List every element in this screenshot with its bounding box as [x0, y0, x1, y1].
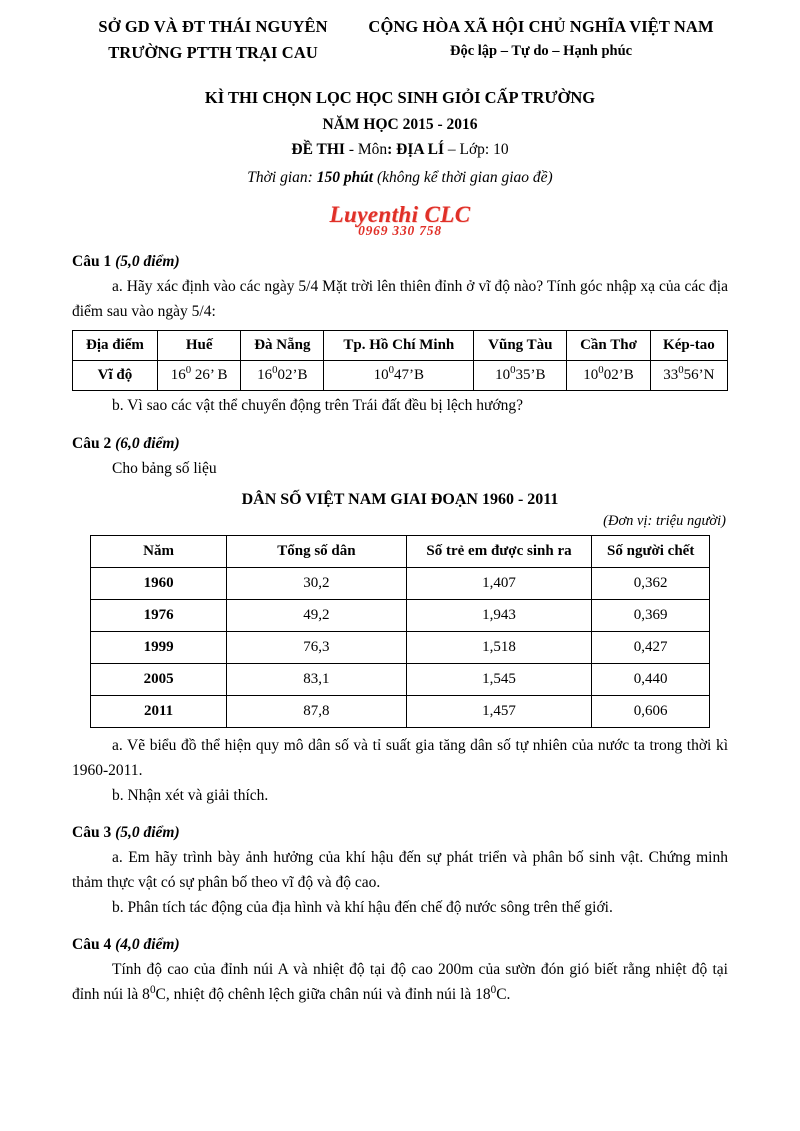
- luyenthi-clc-logo: [72, 203, 728, 238]
- question-2-points: (6,0 điểm): [115, 434, 180, 452]
- question-3-part-a: a. Em hãy trình bày ảnh hưởng của khí hậu đến sự phát triển và phân bố sinh vật. Chứng minh thảm thực vật có sự phân bố theo vĩ độ và độ cao.: [72, 849, 728, 892]
- table-row: [73, 361, 728, 391]
- latitude-table-place-1: Đà Nẵng: [241, 331, 324, 361]
- population-cell-1-0: 1976: [91, 599, 227, 631]
- population-cell-4-2: 1,457: [406, 695, 592, 727]
- question-2-heading: [72, 435, 728, 453]
- grade-level: – Lớp: 10: [444, 140, 509, 158]
- question-3-part-b: b. Phân tích tác động của địa hình và khí hậu đến chế độ nước sông trên thế giới.: [112, 899, 613, 917]
- population-cell-1-3: 0,369: [592, 599, 710, 631]
- table-row: [91, 535, 710, 567]
- question-1-part-a: a. Hãy xác định vào các ngày 5/4 Mặt trời lên thiên đỉnh ở vĩ độ nào? Tính góc nhập xạ của các địa điểm sau vào ngày 5/4:: [72, 278, 728, 321]
- country-name: CỘNG HÒA XÃ HỘI CHỦ NGHĨA VIỆT NAM: [368, 17, 714, 36]
- page-title: KÌ THI CHỌN LỌC HỌC SINH GIỎI CẤP TRƯỜNG: [204, 88, 596, 108]
- time-label: Thời gian:: [247, 168, 317, 186]
- question-3-points: (5,0 điểm): [115, 824, 180, 841]
- population-col-header-1: Tổng số dân: [227, 535, 407, 567]
- question-1-part-b: b. Vì sao các vật thể chuyển động trên Trái đất đều bị lệch hướng?: [112, 397, 524, 415]
- logo-phone-number: 0969 330 758: [358, 222, 442, 238]
- exam-label: ĐỀ THI: [291, 140, 345, 158]
- table-row: [91, 631, 710, 663]
- table-row: [91, 567, 710, 599]
- latitude-table-place-3: Vũng Tàu: [474, 331, 567, 361]
- population-cell-2-2: 1,518: [406, 631, 592, 663]
- school-name: TRƯỜNG PTTH TRẠI CAU: [108, 42, 318, 62]
- population-cell-3-3: 0,440: [592, 663, 710, 695]
- population-table: [90, 535, 710, 728]
- school-authority-block: [72, 14, 354, 65]
- latitude-value-0: $16^0$ 26’ B: [157, 361, 241, 391]
- department-name: SỞ GD VÀ ĐT THÁI NGUYÊN: [98, 17, 328, 36]
- population-cell-0-0: 1960: [91, 567, 227, 599]
- question-2-intro: Cho bảng số liệu: [112, 459, 217, 477]
- population-cell-3-1: 83,1: [227, 663, 407, 695]
- latitude-table-rowlabel-0: Địa điểm: [73, 331, 158, 361]
- latitude-table-place-4: Cần Thơ: [567, 331, 651, 361]
- population-cell-1-1: 49,2: [227, 599, 407, 631]
- question-2-part-a: a. Vẽ biểu đồ thể hiện quy mô dân số và tỉ suất gia tăng dân số tự nhiên của nước ta trong thời kì 1960-2011.: [72, 736, 728, 779]
- exam-title-block: [72, 85, 728, 191]
- subject-name: : ĐỊA LÍ: [387, 140, 444, 158]
- population-table-unit: (Đơn vị: triệu người): [603, 512, 726, 529]
- population-cell-3-2: 1,545: [406, 663, 592, 695]
- population-cell-0-1: 30,2: [227, 567, 407, 599]
- latitude-value-4: $10^002’B$: [567, 361, 651, 391]
- population-cell-4-0: 2011: [91, 695, 227, 727]
- latitude-value-3: $10^035’B$: [474, 361, 567, 391]
- population-col-header-0: Năm: [91, 535, 227, 567]
- latitude-value-5: $33^056’N$: [650, 361, 727, 391]
- population-cell-3-0: 2005: [91, 663, 227, 695]
- table-row: [91, 599, 710, 631]
- question-2-label: Câu 2: [72, 434, 116, 452]
- population-cell-4-3: 0,606: [592, 695, 710, 727]
- latitude-table-rowlabel-1: Vĩ độ: [73, 361, 158, 391]
- question-1-label: Câu 1: [72, 253, 116, 271]
- time-note: (không kể thời gian giao đề): [373, 168, 553, 186]
- logo-brand-text: Luyenthi CLC: [329, 201, 471, 227]
- national-motto-block: [354, 14, 728, 62]
- population-cell-0-3: 0,362: [592, 567, 710, 599]
- table-row: [91, 695, 710, 727]
- school-year: NĂM HỌC 2015 - 2016: [322, 115, 478, 133]
- population-cell-2-1: 76,3: [227, 631, 407, 663]
- exam-duration-line: [72, 164, 728, 191]
- national-motto: Độc lập – Tự do – Hạnh phúc: [449, 42, 633, 59]
- population-cell-2-0: 1999: [91, 631, 227, 663]
- time-value: 150 phút: [316, 168, 374, 186]
- table-row: [91, 663, 710, 695]
- population-col-header-3: Số người chết: [592, 535, 710, 567]
- subject-mid-text: - Môn: [344, 140, 388, 158]
- latitude-value-2: $10^047’B$: [324, 361, 474, 391]
- population-cell-1-2: 1,943: [406, 599, 592, 631]
- population-cell-4-1: 87,8: [227, 695, 407, 727]
- latitude-table-place-2: Tp. Hồ Chí Minh: [324, 331, 474, 361]
- table-row: [73, 331, 728, 361]
- population-table-title: DÂN SỐ VIỆT NAM GIAI ĐOẠN 1960 - 2011: [241, 490, 559, 508]
- question-1-points: (5,0 điểm): [115, 253, 180, 271]
- question-4-points: (4,0 điểm): [115, 936, 180, 954]
- population-cell-2-3: 0,427: [592, 631, 710, 663]
- population-cell-0-2: 1,407: [406, 567, 592, 599]
- latitude-value-1: $16^002’B$: [241, 361, 324, 391]
- question-4-label: Câu 4: [72, 936, 116, 954]
- document-header: [72, 0, 728, 65]
- question-3-heading: [72, 824, 728, 842]
- population-table-wrapper: [72, 530, 728, 730]
- exam-subject-line: [72, 137, 728, 164]
- question-1-heading: [72, 253, 728, 271]
- question-3-label: Câu 3: [72, 824, 116, 841]
- question-4-body: Tính độ cao của đỉnh núi A và nhiệt độ tại độ cao 200m của sườn đón gió biết rằng nhiệt độ tại đỉnh núi là $8^0C$, nhiệt độ chênh lệch giữa chân núi và đỉnh núi là $18^0C$.: [72, 961, 728, 1004]
- question-4-heading: [72, 936, 728, 954]
- latitude-table-place-5: Kép-tao: [650, 331, 727, 361]
- question-2-part-b: b. Nhận xét và giải thích.: [112, 786, 269, 804]
- latitude-table: [72, 330, 728, 391]
- population-col-header-2: Số trẻ em được sinh ra: [406, 535, 592, 567]
- latitude-table-place-0: Huế: [157, 331, 241, 361]
